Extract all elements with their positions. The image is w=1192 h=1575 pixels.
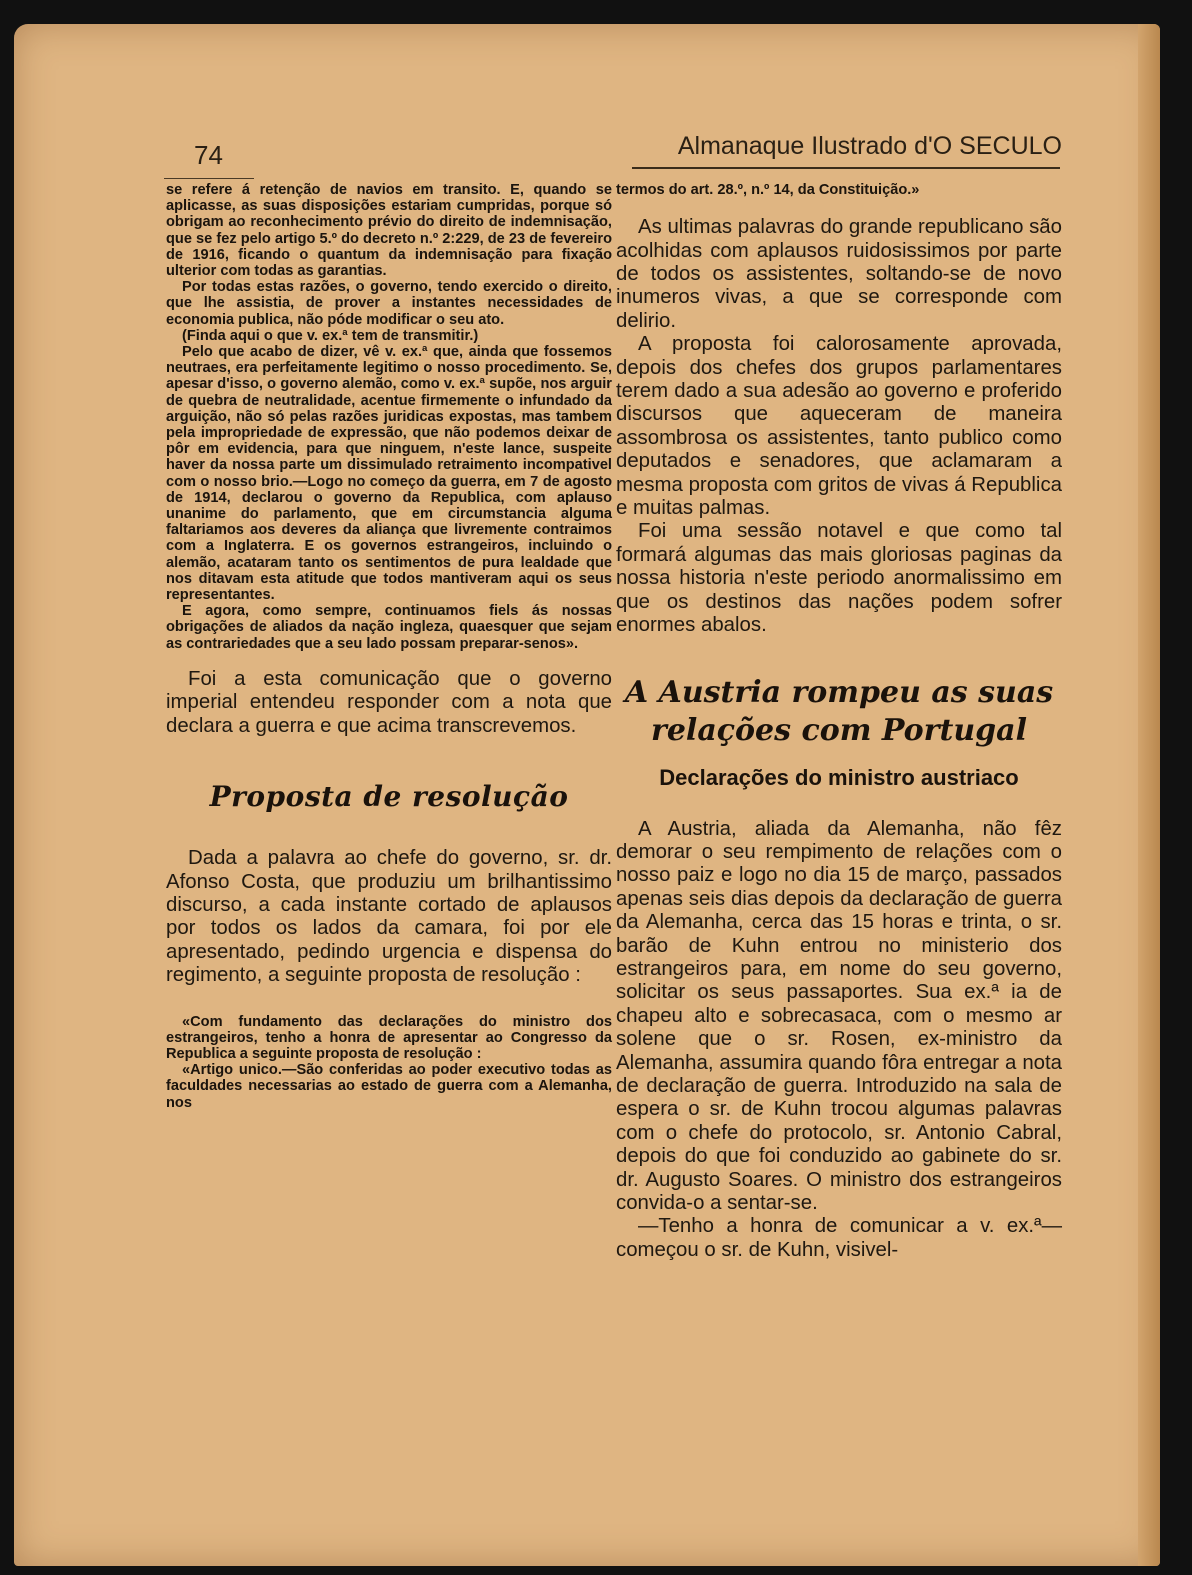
page-number: 74: [194, 140, 223, 170]
section-paragraph-block: [166, 847, 612, 987]
section-heading-proposta: Proposta de resolução: [209, 780, 569, 814]
section-heading-austria: [616, 674, 1062, 750]
right-paragraphs-block: [616, 216, 1062, 637]
page-binding-edge: [1138, 24, 1160, 1566]
text-paragraph: Pelo que acabo de dizer, vê v. ex.ª que, ainda que fossemos neutraes, era perfeitamente legitimo o nosso procedimento. Se, apesar d'isso, o governo alemão, como v. ex.ª supõe, nos arguir de quebra de neutralidade, acentue firmemente o infundado da arguição, não só pelas razões juridicas expostas, mas tambem pela impropriedade de expressão, que não podemos deixar de pôr em evidencia, para que ninguem, n'este lance, suspeite haver da nossa parte um dissimulado retraimento incompativel com o nosso brio.—Logo no começo da guerra, em 7 de agosto de 1914, declarou o governo da Republica, com aplauso unanime do parlamento, que em circumstancia alguma faltariamos aos deveres da aliança que livremente contraimos com a Inglaterra. E os governos estrangeiros, incluindo o alemão, acataram tanto os sentimentos de pura lealdade que nos ditavam esta atitude que todos mantiveram aqui os seus representantes.: [166, 344, 612, 604]
sub-heading: Declarações do ministro austriaco: [659, 764, 1019, 790]
text-paragraph: (Finda aqui o que v. ex.ª tem de transmitir.): [182, 327, 479, 344]
left-column: [166, 182, 612, 1111]
proposal-text-block: [166, 1014, 612, 1111]
page-number-rule: [164, 178, 254, 179]
running-title: Almanaque Ilustrado d'O SECULO: [677, 132, 1062, 160]
continued-text-block: [166, 182, 612, 652]
header-rule: [632, 167, 1060, 169]
text-paragraph: «Artigo unico.—São conferidas ao poder executivo todas as faculdades necessarias ao estado de guerra com a Alemanha, nos: [166, 1062, 612, 1111]
text-paragraph: «Com fundamento das declarações do ministro dos estrangeiros, tenho a honra de apresentar ao Congresso da Republica a seguinte proposta de resolução :: [166, 1013, 612, 1062]
text-paragraph: Dada a palavra ao chefe do governo, sr. dr. Afonso Costa, que produziu um brilhantissimo discurso, a cada instante cortado de aplausos por todos os lados da camara, foi por ele apresentado, pedindo urgencia e dispensa do regimento, a seguinte proposta de resolução :: [166, 847, 612, 987]
after-paragraph-block: [166, 668, 612, 738]
book-page: [14, 24, 1160, 1566]
section-heading-line: relações com Portugal: [651, 712, 1027, 748]
austria-paragraphs-block: [616, 818, 1062, 1263]
continued-small-block: [616, 182, 1062, 198]
text-paragraph: Foi uma sessão notavel e que como tal formará algumas das mais gloriosas paginas da nossa historia n'este periodo anormalissimo em que os destinos das nações podem sofrer enormes abalos.: [616, 520, 1062, 637]
text-paragraph: termos do art. 28.º, n.º 14, da Constituição.»: [616, 182, 920, 198]
text-paragraph: Por todas estas razões, o governo, tendo exercido o direito, que lhe assistia, de prover a instantes necessidades de economia publica, não póde modificar o seu ato.: [166, 279, 612, 328]
right-column: [616, 182, 1062, 1262]
text-paragraph: As ultimas palavras do grande republicano são acolhidas com aplausos ruidosissimos por parte de todos os assistentes, soltando-se de novo inumeros vivas, a que se corresponde com delirio.: [616, 216, 1062, 332]
section-heading-line: A Austria rompeu as suas: [624, 674, 1054, 710]
text-paragraph: A Austria, aliada da Alemanha, não fêz demorar o seu rempimento de relações com o nosso paiz e logo no dia 15 de março, passados apenas seis dias depois da declaração de guerra da Alemanha, cerca das 15 horas e trinta, o sr. barão de Kuhn entrou no ministerio dos estrangeiros para, em nome do seu governo, solicitar os seus passaportes. Sua ex.ª ia de chapeu alto e sobrecasaca, com o mesmo ar solene que o sr. Rosen, ex-ministro da Alemanha, assumira quando fôra entregar a nota de declaração de guerra. Introduzido na sala de espera o sr. de Kuhn trocou algumas palavras com o chefe do protocolo, sr. Antonio Cabral, depois do que foi conduzido ao gabinete do sr. dr. Augusto Soares. O ministro dos estrangeiros convida-o a sentar-se.: [616, 817, 1062, 1215]
text-paragraph: E agora, como sempre, continuamos fiels ás nossas obrigações de aliados da nação ingleza, quaesquer que sejam as contrariedades que a seu lado possam preparar-senos».: [166, 603, 612, 652]
text-paragraph: A proposta foi calorosamente aprovada, depois dos chefes dos grupos parlamentares terem dado a sua adesão ao governo e proferido discursos que aqueceram de maneira assombrosa os assistentes, tanto publico como deputados e senadores, que aclamaram a mesma proposta com gritos de vivas á Republica e muitas palmas.: [616, 333, 1062, 520]
text-paragraph: se refere á retenção de navios em transito. E, quando se aplicasse, as suas disposições estariam cumpridas, porque só obrigam ao reconhecimento prévio do direito de indemnisação, que se fez pelo artigo 5.º do decreto n.º 2:229, de 23 de fevereiro de 1916, ficando o quantum da indemnisação para fixação ulterior com todas as garantias.: [166, 182, 612, 280]
text-paragraph: —Tenho a honra de comunicar a v. ex.ª—começou o sr. de Kuhn, visivel-: [616, 1215, 1062, 1261]
text-paragraph: Foi a esta comunicação que o governo imperial entendeu responder com a nota que declara a guerra e que acima transcrevemos.: [166, 667, 612, 737]
